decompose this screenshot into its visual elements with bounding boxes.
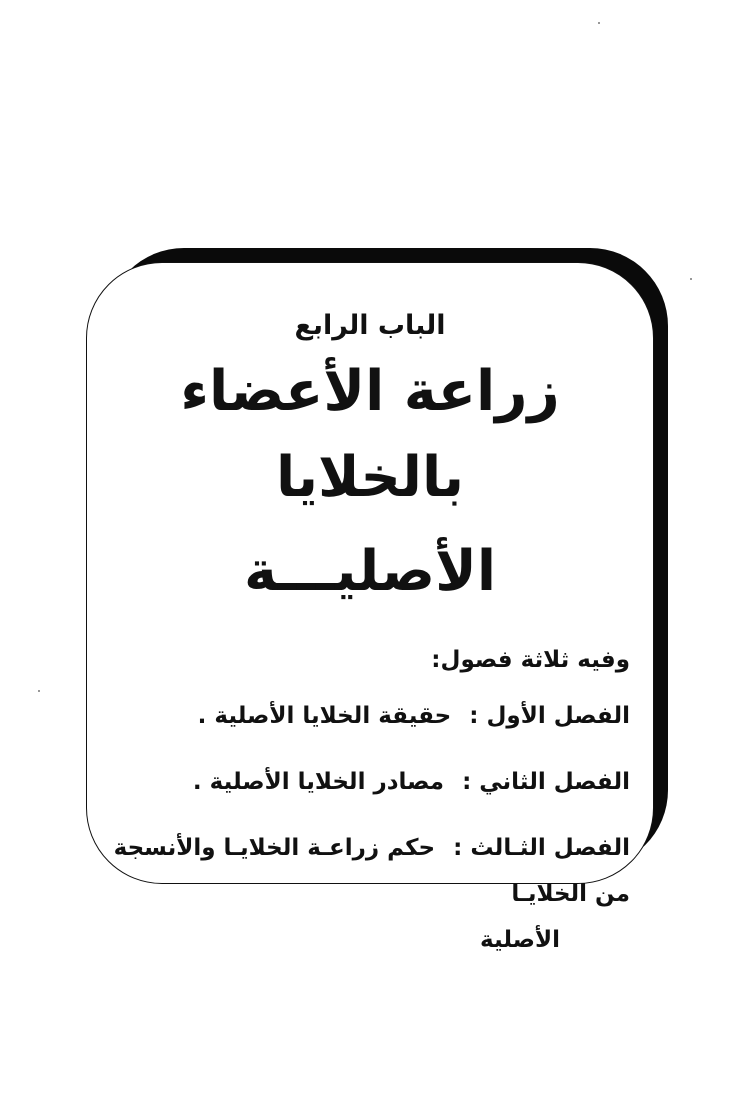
chapter-2-title: مصادر الخلايا الأصلية .: [192, 769, 445, 795]
scan-speck: [598, 22, 600, 24]
chapter-3: [110, 825, 630, 963]
title-page-content: [110, 300, 630, 963]
chapter-2: [110, 759, 630, 805]
title-line-2: الأصليـــة: [243, 539, 497, 604]
title-line-1: زراعة الأعضاء بالخلايا: [180, 359, 560, 510]
chapter-3-title-continuation: الأصلية: [480, 927, 560, 953]
part-label: الباب الرابع: [294, 310, 446, 341]
chapter-1-prefix: الفصل الأول :: [469, 703, 630, 729]
chapter-1-title: حقيقة الخلايا الأصلية .: [197, 703, 452, 729]
chapter-2-prefix: الفصل الثاني :: [462, 769, 630, 795]
scan-speck: [690, 278, 692, 280]
chapter-3-prefix: الفصل الثـالث :: [453, 835, 630, 861]
chapter-3-title: حكم زراعـة الخلايـا والأنسجة من الخلايـا: [113, 835, 630, 907]
chapters-intro: وفيه ثلاثة فصول:: [431, 647, 630, 673]
chapter-1: [110, 693, 630, 739]
scan-speck: [38, 690, 40, 692]
